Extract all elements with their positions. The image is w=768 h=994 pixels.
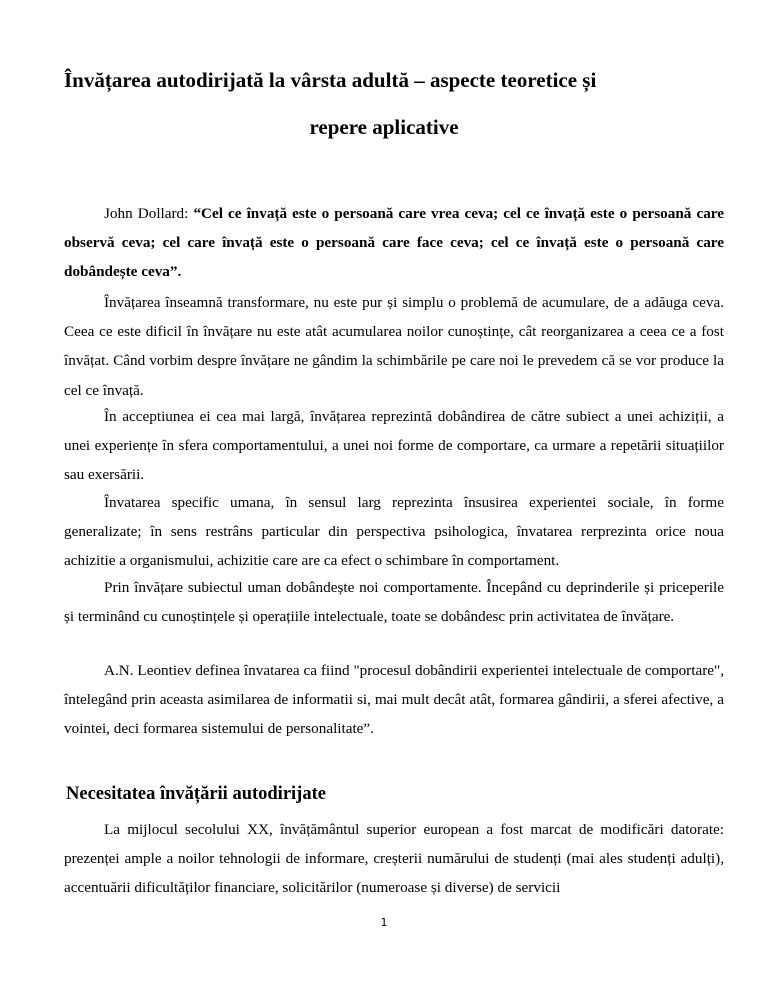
quote-text: “Cel ce învață este o persoană care vrea ceva; cel ce învață este o persoană care observă ceva; cel care învață este o persoană care face ceva; cel ce învață este o persoană care dobândește ceva”.	[64, 205, 724, 281]
paragraph-text: La mijlocul secolului XX, învățământul superior european a fost marcat de modificări datorate: prezenței ample a noilor tehnologii de informare, creșterii numărului de studenți (mai ales studenți adulți), accentuării dificultăților financiare, solicitărilor (numeroase și diverse) de servicii	[64, 821, 724, 897]
document-title-line-2: repere aplicative	[309, 115, 459, 139]
body-paragraph	[64, 402, 724, 490]
paragraph-text: Învățarea înseamnă transformare, nu este pur și simplu o problemă de acumulare, de a adăuga ceva. Ceea ce este dificil în învățare nu este atât acumularea noilor cunoștințe, cât reorganizarea a ceea ce a fost învățat. Când vorbim despre învățare ne gândim la schimbările pe care noi le prevedem că se vor produce la cel ce învață.	[64, 294, 724, 399]
quote-author: John Dollard:	[104, 205, 194, 222]
paragraph-text: Învatarea specific umana, în sensul larg reprezinta însusirea experientei sociale, în forme generalizate; în sens restrâns particular din perspectiva psihologica, învatarea rerprezinta orice noua achizitie a organismului, achizitie care are ca efect o schimbare în comportament.	[64, 494, 724, 570]
body-paragraph	[64, 656, 724, 744]
page-number: 1	[380, 916, 388, 929]
paragraph-text: În acceptiunea ei cea mai largă, învățarea reprezintă dobândirea de către subiect a unei achiziții, a unei experiențe în sfera comportamentului, a unei noi forme de comportare, ca urmare a repetării situațiilor sau exersării.	[64, 408, 724, 484]
paragraph-text: Prin învățare subiectul uman dobândește noi comportamente. Începând cu deprinderile și priceperile și terminând cu cunoștințele și operațiile intelectuale, toate se dobândesc prin activitatea de învățare.	[64, 579, 724, 626]
body-paragraph	[64, 488, 724, 576]
document-title-line-1: Învățarea autodirijată la vârsta adultă – aspecte teoretice și	[64, 68, 597, 92]
body-paragraph	[64, 288, 724, 405]
quote-paragraph	[64, 199, 724, 287]
body-paragraph	[64, 573, 724, 631]
section-paragraph	[64, 815, 724, 903]
paragraph-text: A.N. Leontiev definea învatarea ca fiind "procesul dobândirii experientei intelectuale de comportare", întelegând prin aceasta asimilarea de informatii si, mai mult decât atât, formarea gândirii, a sferei afective, a vointei, deci formarea sistemului de personalitate”.	[64, 662, 724, 738]
section-heading: Necesitatea învățării autodirijate	[66, 784, 326, 804]
